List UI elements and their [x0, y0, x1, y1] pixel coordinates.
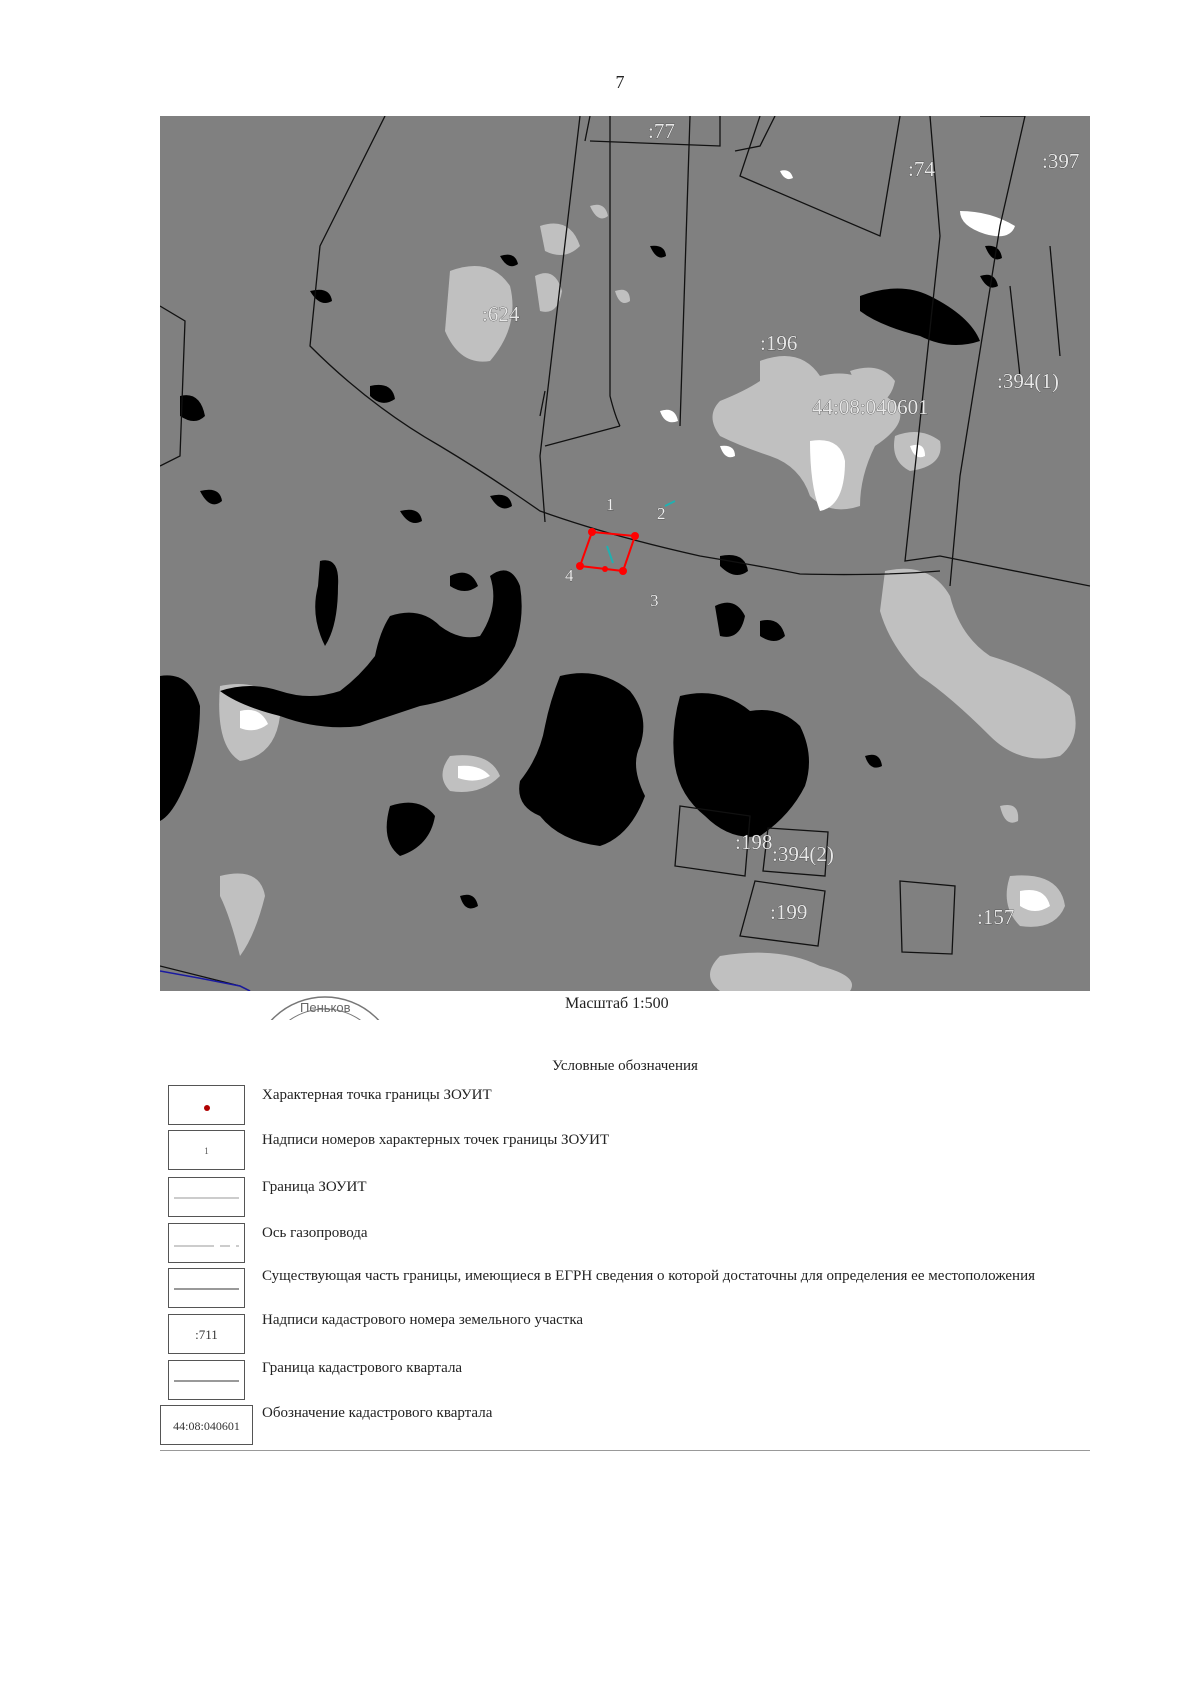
solid-line-icon [169, 1269, 244, 1307]
legend-text: Надписи номеров характерных точек границы ЗОУИТ [262, 1132, 610, 1148]
legend-symbol-box [168, 1085, 245, 1125]
solid-line-icon [169, 1361, 244, 1399]
stamp-text: Пеньков [300, 1000, 351, 1015]
legend-symbol-box: 44:08:040601 [160, 1405, 253, 1445]
quarter-label: 44:08:040601 [812, 395, 929, 419]
parcel-boundaries [160, 116, 1090, 991]
point-label: 3 [650, 591, 659, 610]
legend-symbol-box [168, 1360, 245, 1400]
cadastral-map [160, 116, 1090, 991]
parcel-label: :198 [735, 830, 773, 854]
parcel-label: :199 [770, 900, 808, 924]
solid-line-icon [169, 1178, 244, 1216]
legend-symbol-box [168, 1268, 245, 1308]
point-label: 4 [565, 566, 574, 585]
legend-text: Существующая часть границы, имеющиеся в ЕГРН сведения о которой достаточны для определения ее местоположения [262, 1268, 1035, 1284]
legend-text: Граница кадастрового квартала [262, 1360, 463, 1376]
point-label: 2 [657, 504, 666, 523]
parcel-label: :196 [760, 331, 798, 355]
legend-text: Надписи кадастрового номера земельного участка [262, 1312, 584, 1328]
dashed-line-icon [169, 1224, 244, 1262]
legend-text: Ось газопровода [262, 1225, 368, 1241]
parcel-label: :157 [977, 905, 1015, 929]
road-line [160, 971, 250, 991]
point-label: 1 [606, 495, 615, 514]
page-number: 7 [615, 72, 625, 92]
legend-text: Обозначение кадастрового квартала [262, 1405, 493, 1421]
legend-title: Условные обозначения [552, 1058, 698, 1074]
legend-divider [160, 1450, 1090, 1451]
legend-text: Характерная точка границы ЗОУИТ [262, 1087, 492, 1103]
white-areas [240, 170, 1050, 911]
parcel-label: :394(1) [997, 369, 1059, 393]
parcel-label: :74 [908, 157, 935, 181]
parcel-label: :624 [482, 302, 520, 326]
legend-symbol-box: :711 [168, 1314, 245, 1354]
red-dot-icon [169, 1086, 244, 1124]
map-scale: Масштаб 1:500 [565, 995, 669, 1012]
parcel-label: :397 [1042, 149, 1080, 173]
legend-symbol-box [168, 1177, 245, 1217]
parcel-label: :394(2) [772, 842, 834, 866]
small-parcels [675, 806, 955, 954]
legend-symbol-box: 1 [168, 1130, 245, 1170]
parcel-label: :77 [648, 119, 675, 143]
stamp-fragment [250, 992, 400, 1020]
dark-areas [160, 246, 1002, 909]
legend-symbol-box [168, 1223, 245, 1263]
legend-text: Граница ЗОУИТ [262, 1179, 367, 1195]
